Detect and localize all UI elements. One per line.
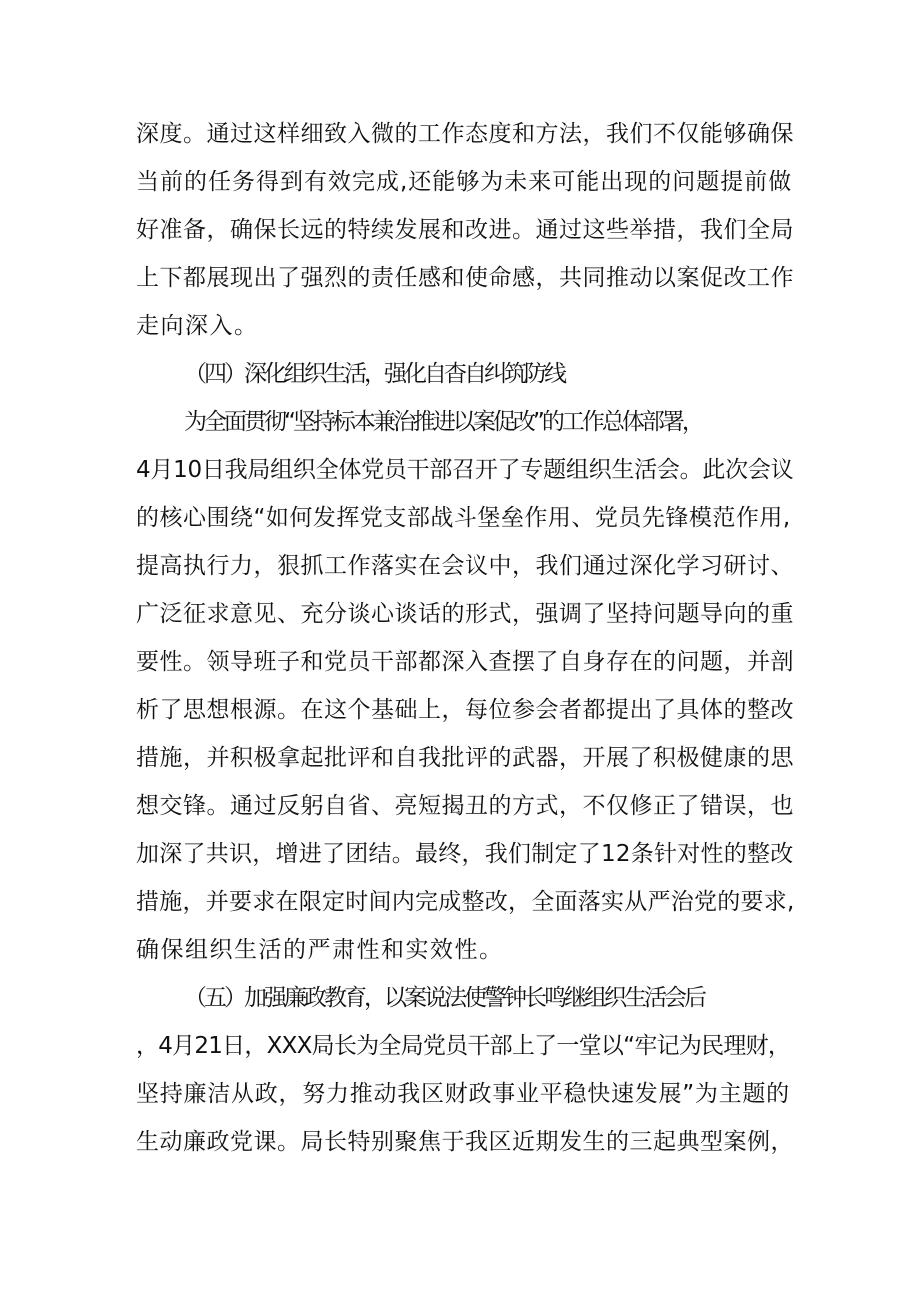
section-heading-five: （五）加强廉政教育，以案说法使警钟长鸣继组织生活会后 [184, 985, 704, 1011]
paragraph-line: 深度。通过这样细致入微的工作态度和方法，我们不仅能够确保 [136, 121, 794, 147]
paragraph-line: 广泛征求意见、充分谈心谈话的形式，强调了坚持问题导向的重 [136, 601, 794, 627]
section-heading-four: （四）深化组织生活，强化自杳自纠筑防线 [184, 361, 564, 387]
paragraph-line: 生动廉政党课。局长特别聚焦于我区近期发生的三起典型案例， [136, 1129, 794, 1155]
paragraph-line: 措施，并积极拿起批评和自我批评的武器，开展了积极健康的思 [136, 745, 794, 771]
paragraph-line: 想交锋。通过反躬自省、亮短揭丑的方式，不仅修正了错误，也 [136, 793, 794, 819]
paragraph-line: 当前的任务得到有效完成,还能够为未来可能出现的问题提前做 [136, 169, 793, 195]
paragraph-line: 确保组织生活的严肃性和实效性。 [136, 937, 504, 963]
paragraph-line: ，4月21日，XXX局长为全局党员干部上了一堂以“牢记为民理财， [136, 1033, 791, 1059]
paragraph-line: 上下都展现出了强烈的责任感和使命感，共同推动以案促改工作 [136, 265, 794, 291]
paragraph-line: 坚持廉洁从政，努力推动我区财政事业平稳快速发展”为主题的 [136, 1081, 790, 1107]
paragraph-line: 为全面贯彻“坚持标本兼治推进以案促改”的工作总体部署， [184, 409, 702, 435]
paragraph-line: 走向深入。 [136, 313, 259, 339]
paragraph-line: 要性。领导班子和党员干部都深入查摆了自身存在的问题，并剖 [136, 649, 794, 675]
paragraph-line: 措施，并要求在限定时间内完成整改，全面落实从严治党的要求, [136, 889, 795, 915]
paragraph-line: 提高执行力，狠抓工作落实在会议中，我们通过深化学习研讨、 [136, 553, 794, 579]
paragraph-line: 好准备，确保长远的特续发展和改进。通过这些举措，我们全局 [136, 217, 794, 243]
paragraph-line: 加深了共识，增进了团结。最终，我们制定了12条针对性的整改 [136, 841, 794, 867]
paragraph-line: 析了思想根源。在这个基础上，每位参会者都提出了具体的整改 [136, 697, 794, 723]
paragraph-line: 的核心围绕“如何发挥党支部战斗堡垒作用、党员先锋模范作用, [136, 505, 791, 531]
paragraph-line: 4月10日我局组织全体党员干部召开了专题组织生活会。此次会议 [136, 457, 794, 483]
